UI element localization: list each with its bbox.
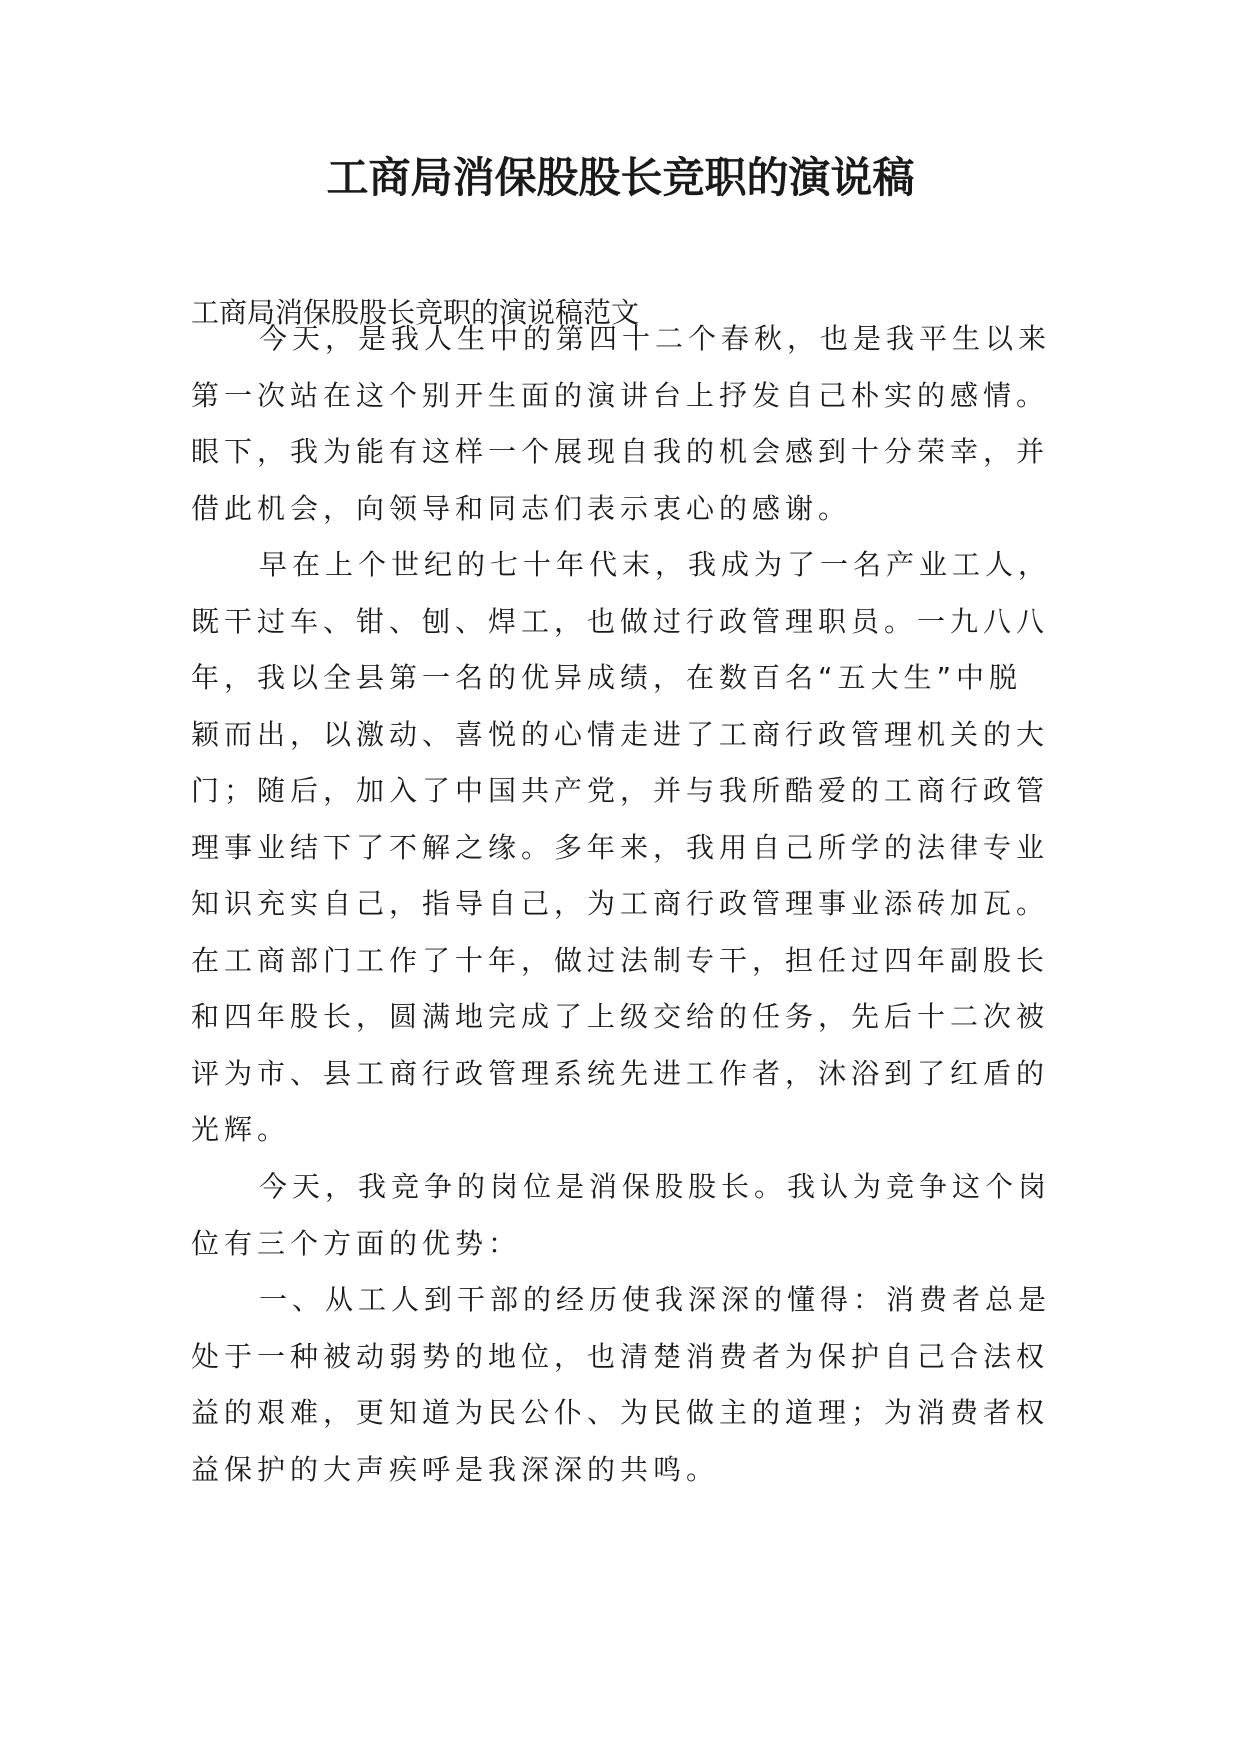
paragraph-line: 年，我以全县第一名的优异成绩，在数百名“五大生”中脱 (191, 661, 1023, 694)
paragraph-line: 评为市、县工商行政管理系统先进工作者，沐浴到了红盾的 (191, 1056, 1050, 1090)
paragraph-line: 位有三个方面的优势： (191, 1226, 522, 1260)
paragraph-line: 门；随后，加入了中国共产党，并与我所酷爱的工商行政管 (191, 774, 1050, 807)
paragraph-line: 在工商部门工作了十年，做过法制专干，担任过四年副股长 (191, 943, 1050, 977)
paragraph-line: 光辉。 (191, 1113, 291, 1146)
paragraph-3 (191, 1159, 1051, 1272)
paragraph-line: 早在上个世纪的七十年代末，我成为了一名产业工人， (259, 548, 1052, 581)
paragraph-line: 益的艰难，更知道为民公仆、为民做主的道理；为消费者权 (191, 1396, 1050, 1429)
paragraph-line: 今天，我竞争的岗位是消保股股长。我认为竞争这个岗 (259, 1170, 1052, 1203)
paragraph-line: 借此机会，向领导和同志们表示衷心的感谢。 (191, 491, 852, 525)
paragraph-line: 既干过车、钳、刨、焊工，也做过行政管理职员。一九八八 (191, 604, 1050, 638)
paragraph-2 (191, 537, 1051, 1159)
paragraph-line: 处于一种被动弱势的地位，也清楚消费者为保护自己合法权 (191, 1339, 1050, 1373)
paragraph-line: 第一次站在这个别开生面的演讲台上抒发自己朴实的感情。 (191, 378, 1050, 412)
paragraph-line: 颖而出，以激动、喜悦的心情走进了工商行政管理机关的大 (191, 717, 1050, 751)
paragraph-line: 和四年股长，圆满地完成了上级交给的任务，先后十二次被 (191, 1000, 1050, 1033)
paragraph-line: 眼下，我为能有这样一个展现自我的机会感到十分荣幸，并 (191, 435, 1050, 468)
paragraph-1 (191, 311, 1051, 537)
paragraph-4 (191, 1272, 1051, 1498)
paragraph-line: 理事业结下了不解之缘。多年来，我用自己所学的法律专业 (191, 830, 1050, 864)
paragraph-line: 益保护的大声疾呼是我深深的共鸣。 (191, 1452, 720, 1486)
paragraph-line: 一、从工人到干部的经历使我深深的懂得：消费者总是 (259, 1283, 1052, 1316)
document-subtitle: 工商局消保股股长竞职的演说稿范文 (191, 296, 640, 329)
document-title: 工商局消保股股长竞职的演说稿 (326, 153, 915, 202)
paragraph-line: 知识充实自己，指导自己，为工商行政管理事业添砖加瓦。 (191, 887, 1050, 920)
paragraph-line: 今天，是我人生中的第四十二个春秋，也是我平生以来 (259, 322, 1052, 355)
